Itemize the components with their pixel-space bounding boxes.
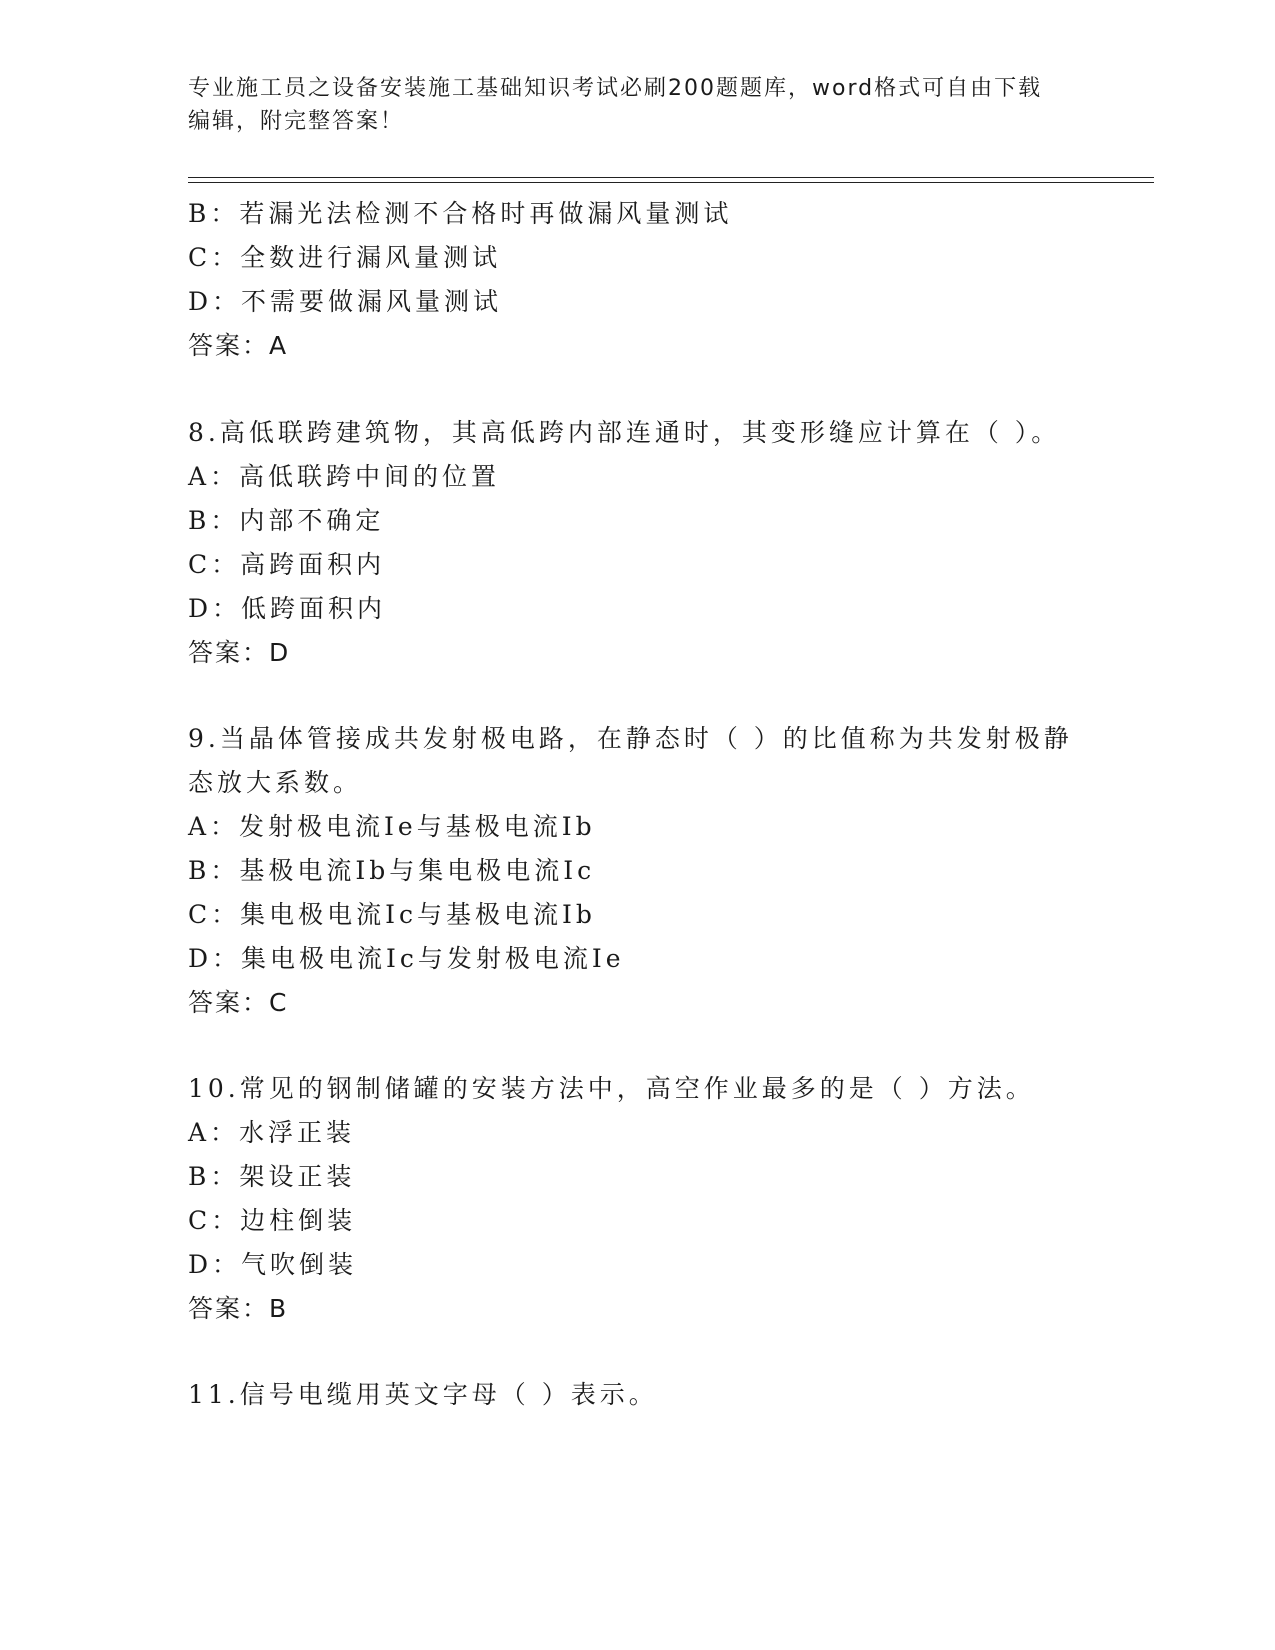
document-header — [188, 72, 1088, 138]
q8-option-b: B：内部不确定 — [188, 506, 385, 535]
q9-option-d: D：集电极电流Ic与发射极电流Ie — [188, 944, 625, 973]
q8-stem: 8.高低联跨建筑物，其高低跨内部连通时，其变形缝应计算在（ ）。 — [188, 418, 1061, 447]
header-divider-top — [188, 177, 1154, 178]
q10-option-d: D：气吹倒装 — [188, 1250, 358, 1279]
q10-option-c: C：边柱倒装 — [188, 1206, 357, 1235]
prev-option-d: D：不需要做漏风量测试 — [188, 287, 503, 316]
q9-option-c: C：集电极电流Ic与基极电流Ib — [188, 900, 596, 929]
q8-answer: 答案：D — [188, 638, 291, 667]
header-title-line-2: 编辑，附完整答案！ — [188, 109, 405, 134]
q10-option-b: B：架设正装 — [188, 1162, 356, 1191]
header-divider-bottom — [188, 182, 1154, 183]
prev-option-c: C：全数进行漏风量测试 — [188, 243, 502, 272]
q9-option-b: B：基极电流Ib与集电极电流Ic — [188, 856, 596, 885]
q8-option-c: C：高跨面积内 — [188, 550, 386, 579]
q8-option-d: D：低跨面积内 — [188, 594, 387, 623]
q9-stem-line-2: 态放大系数。 — [188, 768, 363, 797]
q10-option-a: A：水浮正装 — [188, 1118, 356, 1147]
header-title-line-1: 专业施工员之设备安装施工基础知识考试必刷200题题库，word格式可自由下载 — [188, 76, 1043, 101]
q10-answer: 答案：B — [188, 1294, 289, 1323]
q9-option-a: A：发射极电流Ie与基极电流Ib — [188, 812, 596, 841]
q9-answer: 答案：C — [188, 988, 289, 1017]
q8-option-a: A：高低联跨中间的位置 — [188, 462, 501, 491]
q10-stem: 10.常见的钢制储罐的安装方法中，高空作业最多的是（ ）方法。 — [188, 1074, 1035, 1103]
prev-option-b: B：若漏光法检测不合格时再做漏风量测试 — [188, 199, 733, 228]
prev-answer: 答案：A — [188, 331, 289, 360]
q11-stem: 11.信号电缆用英文字母（ ）表示。 — [188, 1380, 658, 1409]
q9-stem-line-1: 9.当晶体管接成共发射极电路，在静态时（ ）的比值称为共发射极静 — [188, 724, 1073, 753]
